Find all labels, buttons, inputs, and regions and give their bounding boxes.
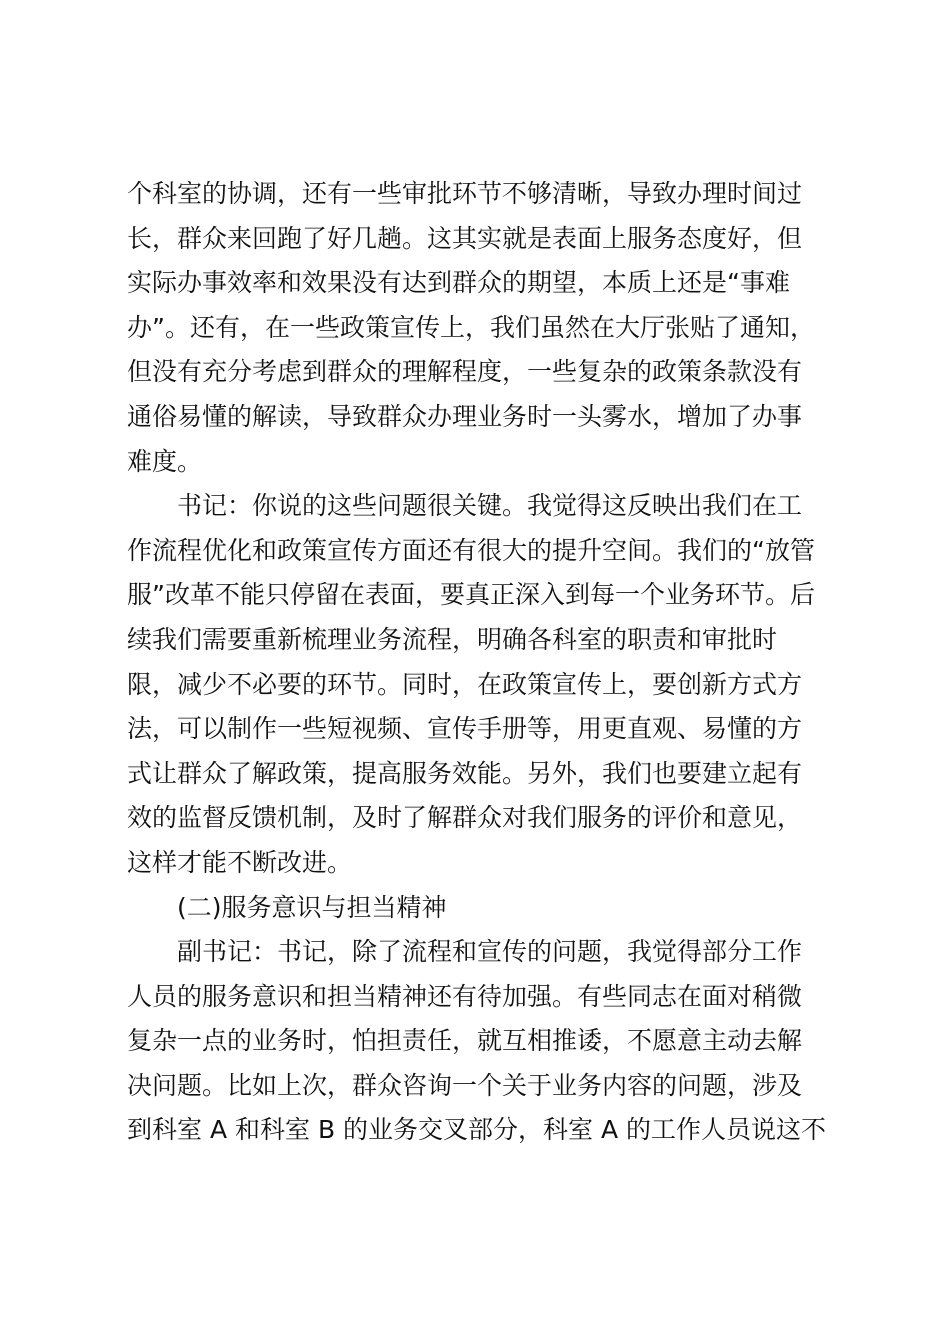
paragraph-start-line: 副书记：书记，除了流程和宣传的问题，我觉得部分工作 — [127, 937, 803, 967]
text-line: 法，可以制作一些短视频、宣传手册等，用更直观、易懂的方 — [127, 714, 803, 744]
text-line: 决问题。比如上次，群众咨询一个关于业务内容的问题，涉及 — [127, 1070, 803, 1100]
text-line: 办”。还有，在一些政策宣传上，我们虽然在大厅张贴了通知， — [127, 312, 815, 342]
text-line: 个科室的协调，还有一些审批环节不够清晰，导致办理时间过 — [127, 179, 803, 208]
text-line: 到科室 A 和科室 B 的业务交叉部分，科室 A 的工作人员说这不 — [127, 1115, 827, 1145]
text-line: 人员的服务意识和担当精神还有待加强。有些同志在面对稍微 — [127, 981, 803, 1011]
document-body-text — [127, 172, 827, 1153]
text-line: 难度。 — [127, 446, 203, 476]
text-line: 作流程优化和政策宣传方面还有很大的提升空间。我们的“放管 — [127, 535, 815, 565]
text-line: 但没有充分考虑到群众的理解程度，一些复杂的政策条款没有 — [127, 357, 803, 387]
text-line: 长，群众来回跑了好几趟。这其实就是表面上服务态度好，但 — [127, 223, 803, 253]
text-line: 限，减少不必要的环节。同时，在政策宣传上，要创新方式方 — [127, 669, 803, 699]
text-line: 通俗易懂的解读，导致群众办理业务时一头雾水，增加了办事 — [127, 401, 803, 431]
text-line: 续我们需要重新梳理业务流程，明确各科室的职责和审批时 — [127, 624, 778, 654]
text-line: 效的监督反馈机制，及时了解群众对我们服务的评价和意见， — [127, 803, 803, 833]
text-line: 服”改革不能只停留在表面，要真正深入到每一个业务环节。后 — [127, 580, 815, 610]
section-heading: (二)服务意识与担当精神 — [127, 892, 447, 922]
text-line: 这样才能不断改进。 — [127, 847, 353, 877]
text-line: 式让群众了解政策，提高服务效能。另外，我们也要建立起有 — [127, 758, 803, 788]
text-line: 实际办事效率和效果没有达到群众的期望，本质上还是“事难 — [127, 268, 790, 298]
paragraph-start-line: 书记：你说的这些问题很关键。我觉得这反映出我们在工 — [127, 491, 803, 521]
text-line: 复杂一点的业务时，怕担责任，就互相推诿，不愿意主动去解 — [127, 1026, 803, 1056]
